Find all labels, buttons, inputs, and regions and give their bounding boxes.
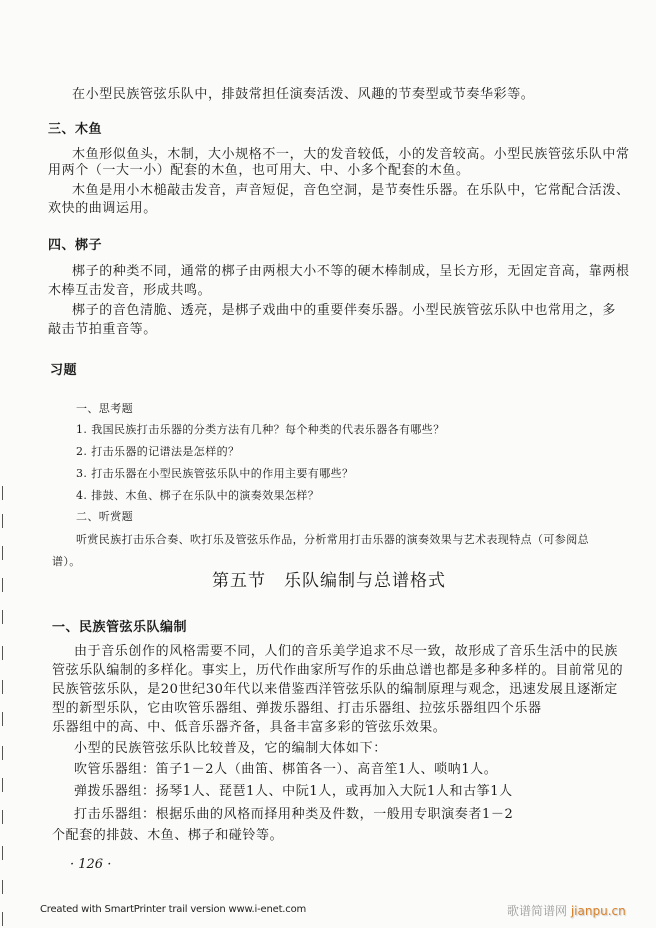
body-text-line: 木鱼是用小木槌敲击发音，声音短促，音色空洞，是节奏性乐器。在乐队中，它常配合活泼、 bbox=[72, 183, 630, 198]
scan-edge-mark bbox=[2, 610, 3, 624]
scan-edge-mark bbox=[2, 778, 3, 792]
body-text-line: 弹拨乐器组：扬琴1人、琵琶1人、中阮1人，或再加入大阮1人和古筝1人 bbox=[74, 784, 513, 799]
body-text-line: 打击乐器组：根据乐曲的风格而择用种类及件数，一般用专职演奏者1－2 bbox=[74, 807, 514, 822]
scan-edge-mark bbox=[2, 646, 3, 660]
scan-edge-mark bbox=[2, 810, 3, 824]
exercise-line: 1. 我国民族打击乐器的分类方法有几种？每个种类的代表乐器各有哪些？ bbox=[76, 423, 445, 436]
body-text-line: 乐器组中的高、中、低音乐器齐备，具备丰富多彩的管弦乐效果。 bbox=[52, 720, 447, 735]
page-number: · 126 · bbox=[70, 857, 112, 872]
exercise-line: 听赏民族打击乐合奏、吹打乐及管弦乐作品，分析常用打击乐器的演奏效果与艺术表现特点（可参阅总 bbox=[76, 533, 589, 546]
scan-edge-mark bbox=[2, 514, 3, 528]
body-text-line: 梆子的种类不同，通常的梆子由两根大小不等的硬木棒制成，呈长方形，无固定音高，靠两根 bbox=[72, 264, 630, 279]
scan-edge-mark bbox=[2, 880, 3, 894]
exercise-line: 一、思考题 bbox=[76, 402, 133, 415]
watermark-en: jianpu.cn bbox=[570, 904, 626, 918]
scan-edge-mark bbox=[2, 846, 3, 860]
section-heading: 四、梆子 bbox=[48, 238, 103, 253]
watermark-cn: 歌谱简谱网 bbox=[507, 904, 568, 918]
scan-edge-mark bbox=[2, 546, 3, 560]
scan-edge-mark bbox=[2, 486, 3, 500]
body-text-line: 用两个（一大一小）配套的木鱼，也可用大、中、小多个配套的木鱼。 bbox=[48, 163, 470, 178]
site-watermark bbox=[507, 902, 626, 919]
body-text-line: 木鱼形似鱼头，木制，大小规格不一，大的发音较低，小的发音较高。小型民族管弦乐队中常 bbox=[72, 147, 630, 162]
body-text-line: 敲击节拍重音等。 bbox=[48, 322, 157, 337]
scan-edge-mark bbox=[2, 912, 3, 926]
body-text-line: 欢快的曲调运用。 bbox=[48, 201, 157, 216]
body-text-line: 型的新型乐队，它由吹管乐器组、弹拨乐器组、打击乐器组、拉弦乐器组四个乐器 bbox=[52, 701, 542, 716]
section-heading: 习题 bbox=[50, 363, 78, 378]
exercise-line: 3. 打击乐器在小型民族管弦乐队中的作用主要有哪些？ bbox=[76, 467, 354, 480]
exercise-line: 4. 排鼓、木鱼、梆子在乐队中的演奏效果怎样？ bbox=[76, 489, 320, 502]
chapter-title: 第五节 乐队编制与总谱格式 bbox=[212, 571, 446, 591]
body-text-line: 在小型民族管弦乐队中，排鼓常担任演奏活泼、风趣的节奏型或节奏华彩等。 bbox=[72, 87, 535, 102]
body-text-line: 民族管弦乐队，是20世纪30年代以来借鉴西洋管弦乐队的编制原理与观念，迅速发展且逐渐定 bbox=[52, 682, 618, 697]
body-text-line: 由于音乐创作的风格需要不同，人们的音乐美学追求不尽一致，故形成了音乐生活中的民族 bbox=[74, 644, 619, 659]
scan-edge-mark bbox=[2, 712, 3, 726]
body-text-line: 个配套的排鼓、木鱼、梆子和碰铃等。 bbox=[52, 828, 284, 843]
section-heading: 三、木鱼 bbox=[48, 122, 103, 137]
body-text-line: 木棒互击发音，形成共鸣。 bbox=[48, 283, 212, 298]
exercise-line: 二、听赏题 bbox=[76, 510, 133, 523]
footer-watermark-text: Created with SmartPrinter trail version www.i-enet.com bbox=[40, 904, 307, 915]
body-text-line: 管弦乐队编制的多样化。事实上，历代作曲家所写作的乐曲总谱也都是多种多样的。目前常见的 bbox=[52, 663, 624, 678]
body-text-line: 梆子的音色清脆、透亮，是梆子戏曲中的重要伴奏乐器。小型民族管弦乐队中也常用之，多 bbox=[72, 303, 617, 318]
body-text-line: 吹管乐器组：笛子1－2人（曲笛、梆笛各一）、高音笙1人、唢呐1人。 bbox=[74, 762, 498, 777]
body-text-line: 小型的民族管弦乐队比较普及，它的编制大体如下： bbox=[74, 741, 387, 756]
exercise-line: 2. 打击乐器的记谱法是怎样的？ bbox=[76, 445, 240, 458]
scan-edge-mark bbox=[2, 680, 3, 694]
scan-edge-mark bbox=[2, 746, 3, 760]
exercise-line: 谱）。 bbox=[52, 555, 81, 568]
section-heading: 一、民族管弦乐队编制 bbox=[52, 620, 188, 635]
scan-edge-mark bbox=[2, 578, 3, 592]
